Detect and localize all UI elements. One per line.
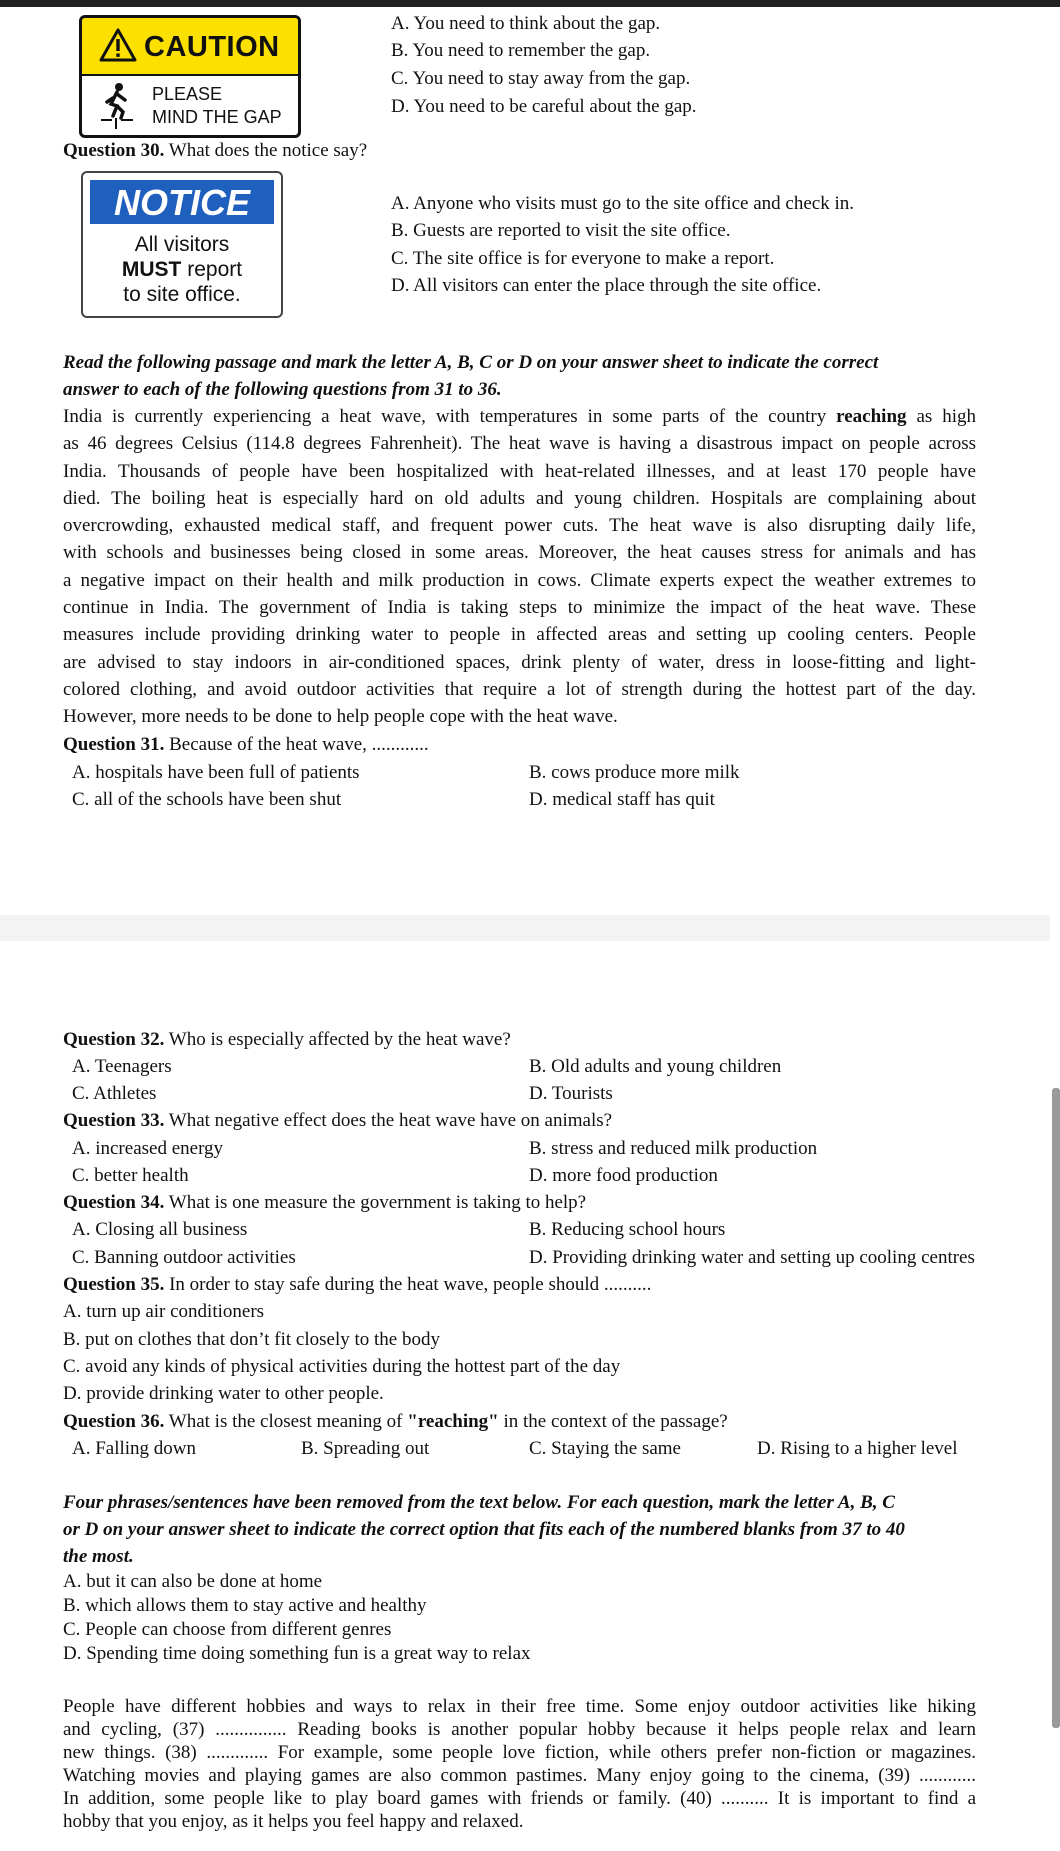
q30-label: Question 30. xyxy=(63,140,165,161)
scrollbar-thumb[interactable] xyxy=(1052,1088,1060,1728)
page-1 xyxy=(0,7,1050,915)
q32-option-a: A. Teenagers xyxy=(72,1056,172,1077)
passage-line: continue in India. The government of India is taking steps to minimize the impact of the heat wave. These xyxy=(63,597,976,618)
passage-line: a negative impact on their health and milk production in cows. Climate experts expect the weather extremes to xyxy=(63,570,976,591)
notice-sign-header xyxy=(90,180,274,224)
reading-instruction-1: Read the following passage and mark the letter A, B, C or D on your answer sheet to indicate the correct xyxy=(63,352,879,373)
passage-line: India. Thousands of people have been hospitalized with heat-related illnesses, and at least 170 people have xyxy=(63,461,976,482)
caution-line-1: PLEASE xyxy=(152,84,223,104)
q31-label: Question 31. xyxy=(63,734,165,755)
notice-title: NOTICE xyxy=(113,182,250,223)
q34-option-a: A. Closing all business xyxy=(72,1219,248,1240)
q33-option-a: A. increased energy xyxy=(72,1138,224,1159)
q36-option-c: C. Staying the same xyxy=(529,1438,681,1459)
walking-person-icon xyxy=(99,82,135,130)
q36-label: Question 36. xyxy=(63,1411,165,1432)
q35-text: In order to stay safe during the heat wave, people should .......... xyxy=(164,1274,652,1295)
caution-sign xyxy=(79,15,301,138)
cloze-instruction-1: Four phrases/sentences have been removed from the text below. For each question, mark the letter A, B, C xyxy=(63,1492,895,1513)
q31-stem xyxy=(63,734,429,756)
passage-line: overcrowding, exhausted medical staff, and frequent power cuts. The heat wave is also disrupting daily life, xyxy=(63,515,976,536)
q34-option-c: C. Banning outdoor activities xyxy=(72,1247,296,1268)
top-bar xyxy=(0,0,1060,7)
q35-label: Question 35. xyxy=(63,1274,165,1295)
q36-stem xyxy=(63,1411,728,1433)
passage-first-post: as high xyxy=(906,406,976,427)
q31-option-a: A. hospitals have been full of patients xyxy=(72,762,360,783)
q35-option-d: D. provide drinking water to other people. xyxy=(63,1383,384,1404)
q32-option-d: D. Tourists xyxy=(529,1083,613,1104)
notice-line-3: to site office. xyxy=(123,283,241,306)
q35-stem xyxy=(63,1274,651,1296)
q32-option-c: C. Athletes xyxy=(72,1083,157,1104)
cloze-passage-line: Watching movies and playing games are also common pastimes. Many enjoy going to the cinema, (39) ............ xyxy=(63,1765,976,1786)
q36-option-d: D. Rising to a higher level xyxy=(757,1438,958,1459)
passage-keyword-reaching: reaching xyxy=(836,406,907,427)
page-2 xyxy=(0,941,1050,1851)
q36-text-pre: What is the closest meaning of xyxy=(164,1411,408,1432)
q31-text: Because of the heat wave, ............ xyxy=(164,734,429,755)
caution-line-2: MIND THE GAP xyxy=(152,107,282,127)
q29-option-a: A. You need to think about the gap. xyxy=(391,13,661,34)
q35-option-a: A. turn up air conditioners xyxy=(63,1301,265,1322)
passage-line: colored clothing, and avoid outdoor activities that require a lot of strength during the hottest part of the day. xyxy=(63,679,976,700)
q35-option-c: C. avoid any kinds of physical activities during the hottest part of the day xyxy=(63,1356,621,1377)
passage-line xyxy=(63,406,976,428)
notice-line-2-rest: report xyxy=(181,258,243,281)
cloze-instruction-3: the most. xyxy=(63,1546,134,1567)
q34-label: Question 34. xyxy=(63,1192,165,1213)
notice-sign xyxy=(81,171,283,318)
q34-option-d: D. Providing drinking water and setting up cooling centres xyxy=(529,1247,975,1268)
q36-keyword: "reaching" xyxy=(407,1411,499,1432)
passage-line: with schools and businesses being closed in some areas. Moreover, the heat causes stress for animals and has xyxy=(63,542,976,563)
q33-option-b: B. stress and reduced milk production xyxy=(529,1138,818,1159)
cloze-instruction-2: or D on your answer sheet to indicate the correct option that fits each of the numbered blanks from 37 to 40 xyxy=(63,1519,905,1540)
notice-must: MUST xyxy=(121,258,182,281)
cloze-option-a: A. but it can also be done at home xyxy=(63,1571,323,1592)
q33-option-c: C. better health xyxy=(72,1165,189,1186)
q29-option-c: C. You need to stay away from the gap. xyxy=(391,68,691,89)
q36-option-a: A. Falling down xyxy=(72,1438,197,1459)
q33-text: What negative effect does the heat wave have on animals? xyxy=(164,1110,613,1131)
q30-option-c: C. The site office is for everyone to make a report. xyxy=(391,248,775,269)
passage-line: died. The boiling heat is especially hard on old adults and young children. Hospitals are complaining about xyxy=(63,488,976,509)
passage-line: However, more needs to be done to help people cope with the heat wave. xyxy=(63,706,618,727)
page-separator xyxy=(0,915,1050,941)
q29-option-b: B. You need to remember the gap. xyxy=(391,40,651,61)
q33-option-d: D. more food production xyxy=(529,1165,718,1186)
reading-instruction-2: answer to each of the following questions from 31 to 36. xyxy=(63,379,502,400)
cloze-passage-line: new things. (38) ............. For example, some people love fiction, while others prefer non-fiction or magazines. xyxy=(63,1742,976,1763)
notice-line-1: All visitors xyxy=(134,233,230,256)
q34-option-b: B. Reducing school hours xyxy=(529,1219,726,1240)
passage-line: are advised to stay indoors in air-conditioned spaces, drink plenty of water, dress in loose-fitting and light- xyxy=(63,652,976,673)
q34-stem xyxy=(63,1192,586,1214)
q33-label: Question 33. xyxy=(63,1110,165,1131)
q30-stem xyxy=(63,140,367,162)
q30-option-d: D. All visitors can enter the place through the site office. xyxy=(391,275,822,296)
cloze-option-b: B. which allows them to stay active and healthy xyxy=(63,1595,427,1616)
cloze-passage-line: and cycling, (37) ............... Reading books is another popular hobby because it helps people relax and learn xyxy=(63,1719,976,1740)
q30-option-b: B. Guests are reported to visit the site office. xyxy=(391,220,731,241)
q33-stem xyxy=(63,1110,612,1132)
q31-option-c: C. all of the schools have been shut xyxy=(72,789,342,810)
caution-title: CAUTION xyxy=(144,31,280,63)
cloze-passage-line: hobby that you enjoy, as it helps you feel happy and relaxed. xyxy=(63,1811,524,1832)
q32-label: Question 32. xyxy=(63,1029,165,1050)
q30-text: What does the notice say? xyxy=(164,140,368,161)
q36-text-post: in the context of the passage? xyxy=(498,1411,728,1432)
passage-line: as 46 degrees Celsius (114.8 degrees Fahrenheit). The heat wave is having a disastrous impact on people across xyxy=(63,433,976,454)
q36-option-b: B. Spreading out xyxy=(301,1438,430,1459)
q34-text: What is one measure the government is taking to help? xyxy=(164,1192,587,1213)
q35-option-b: B. put on clothes that don’t fit closely to the body xyxy=(63,1329,440,1350)
q32-option-b: B. Old adults and young children xyxy=(529,1056,782,1077)
q29-option-d: D. You need to be careful about the gap. xyxy=(391,96,697,117)
q30-option-a: A. Anyone who visits must go to the site office and check in. xyxy=(391,193,854,214)
q32-stem xyxy=(63,1029,511,1051)
caution-sign-header xyxy=(82,18,298,76)
cloze-passage-line: People have different hobbies and ways to relax in their free time. Some enjoy outdoor activities like hiking xyxy=(63,1696,976,1717)
q31-option-d: D. medical staff has quit xyxy=(529,789,715,810)
q31-option-b: B. cows produce more milk xyxy=(529,762,740,783)
passage-line: measures include providing drinking water to people in affected areas and setting up cooling centers. People xyxy=(63,624,976,645)
cloze-option-c: C. People can choose from different genres xyxy=(63,1619,392,1640)
cloze-passage-line: In addition, some people like to play board games with friends or family. (40) .......... It is important to find a xyxy=(63,1788,976,1809)
passage-first-pre: India is currently experiencing a heat wave, with temperatures in some parts of the country xyxy=(63,406,837,427)
notice-line-2 xyxy=(83,257,281,282)
cloze-option-d: D. Spending time doing something fun is a great way to relax xyxy=(63,1643,531,1664)
q32-text: Who is especially affected by the heat wave? xyxy=(164,1029,511,1050)
warning-triangle-icon xyxy=(99,28,137,62)
